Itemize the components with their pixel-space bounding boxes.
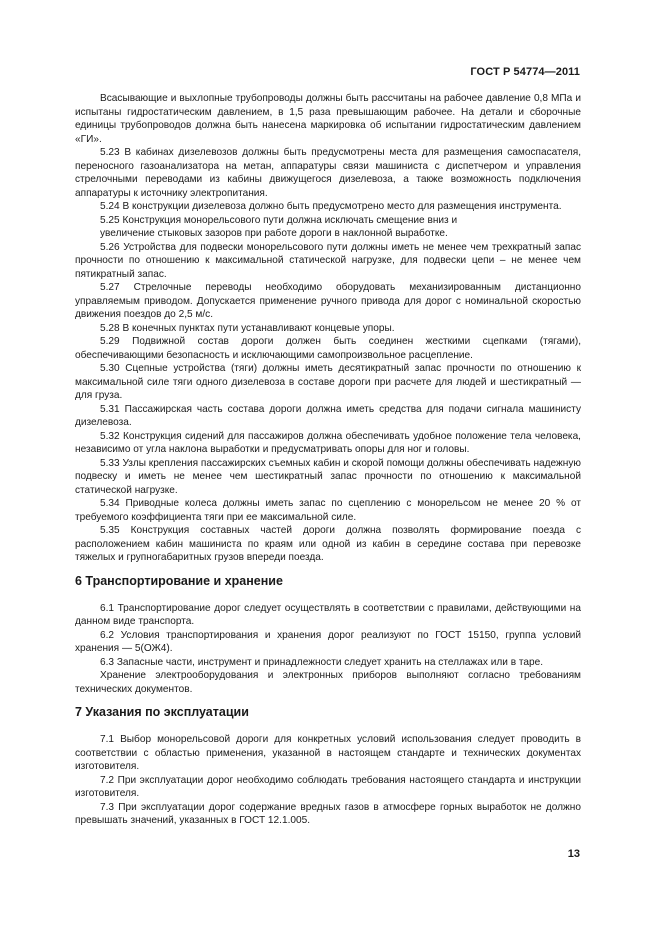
paragraph: 6.3 Запасные части, инструмент и принадлежности следует хранить на стеллажах или в таре. (100, 656, 544, 668)
paragraph: 5.25 Конструкция монорельсового пути должна исключать смещение вниз и (100, 214, 458, 226)
paragraph: 5.28 В конечных пунктах пути устанавливают концевые упоры. (100, 322, 395, 334)
section-5-continued (75, 92, 581, 565)
paragraph: 5.30 Сцепные устройства (тяги) должны иметь десятикратный запас прочности по отношению к максимальной силе тяги одного дизелевоза в составе дороги при расчете для людей и шестикратный — для груза. (75, 363, 581, 401)
section-7-heading: 7 Указания по эксплуатации (75, 705, 249, 719)
paragraph: 5.27 Стрелочные переводы необходимо оборудовать механизированным дистанционно управляемым приводом. Допускается применение ручного привода для дорог с номинальной скоростью движения поездов до 2,5 м/с. (75, 282, 581, 320)
paragraph: 5.29 Подвижной состав дороги должен быть соединен жесткими сцепками (тягами), обеспечивающими безопасность и исключающими самопроизвольное расцепление. (75, 336, 581, 361)
paragraph: 7.2 При эксплуатации дорог необходимо соблюдать требования настоящего стандарта и инструкции изготовителя. (75, 774, 581, 799)
section-6-body (75, 602, 581, 697)
paragraph: 5.33 Узлы крепления пассажирских съемных кабин и скорой помощи должны обеспечивать надежную подвеску и иметь не менее чем шестикратный запас прочности по отношению к максимальной статической нагрузке. (75, 457, 581, 496)
paragraph: 5.24 В конструкции дизелевоза должно быть предусмотрено место для размещения инструмента. (100, 201, 562, 212)
paragraph: 5.32 Конструкция сидений для пассажиров должна обеспечивать удобное положение тела человека, независимо от угла наклона выработки и предусматривать опоры для ног и головы. (75, 430, 581, 455)
page-number: 13 (567, 848, 580, 860)
paragraph: 6.1 Транспортирование дорог следует осуществлять в соответствии с правилами, действующими на данном виде транспорта. (75, 602, 581, 627)
section-6-heading: 6 Транспортирование и хранение (75, 573, 283, 588)
paragraph: 6.2 Условия транспортирования и хранения дорог реализуют по ГОСТ 15150, группа условий хранения — 5(ОЖ4). (75, 629, 581, 654)
paragraph: Хранение электрооборудования и электронных приборов выполняют согласно требованиям технических документов. (75, 670, 581, 695)
standard-header: ГОСТ Р 54774—2011 (470, 66, 580, 78)
paragraph: 5.23 В кабинах дизелевозов должны быть предусмотрены места для размещения самоспасателя, переносного газоанализатора на метан, аппаратуры связи машиниста с диспетчером и управления стрелочными переводами из кабины движущегося дизелевоза, а также возможность подключения аппаратуры к источнику электропитания. (75, 147, 581, 199)
paragraph: 7.1 Выбор монорельсовой дороги для конкретных условий использования следует проводить в соответствии с областью применения, указанной в настоящем стандарте и технических документах изготовителя. (75, 734, 581, 772)
paragraph: увеличение стыковых зазоров при работе дороги в наклонной выработке. (100, 228, 448, 239)
document-body (75, 92, 581, 828)
paragraph: 5.26 Устройства для подвески монорельсового пути должны иметь не менее чем трехкратный запас прочности по отношению к максимальной статической нагрузке, для подвески цепи – не менее чем пятикратный запас. (75, 241, 581, 280)
paragraph: Всасывающие и выхлопные трубопроводы должны быть рассчитаны на рабочее давление 0,8 МПа и испытаны гидростатическим давлением, в 1,5 раза превышающим рабочее. На детали и сборочные единицы трубопроводов должна быть нанесена маркировка об испытании гидростатическим давлением «ГИ». (75, 93, 581, 145)
section-7-body (75, 733, 581, 828)
paragraph: 5.35 Конструкция составных частей дороги должна позволять формирование поезда с расположением кабин машиниста по краям или одной из кабин в середине состава при перевозке тяжелых и групногабаритных грузов впереди поезда. (75, 525, 581, 563)
paragraph: 7.3 При эксплуатации дорог содержание вредных газов в атмосфере горных выработок не должно превышать значений, указанных в ГОСТ 12.1.005. (75, 801, 581, 826)
paragraph: 5.31 Пассажирская часть состава дороги должна иметь средства для подачи сигнала машинисту дизелевоза. (75, 403, 581, 428)
paragraph: 5.34 Приводные колеса должны иметь запас по сцеплению с монорельсом не менее 20 % от требуемого коэффициента тяги при ее максимальной силе. (75, 498, 581, 523)
